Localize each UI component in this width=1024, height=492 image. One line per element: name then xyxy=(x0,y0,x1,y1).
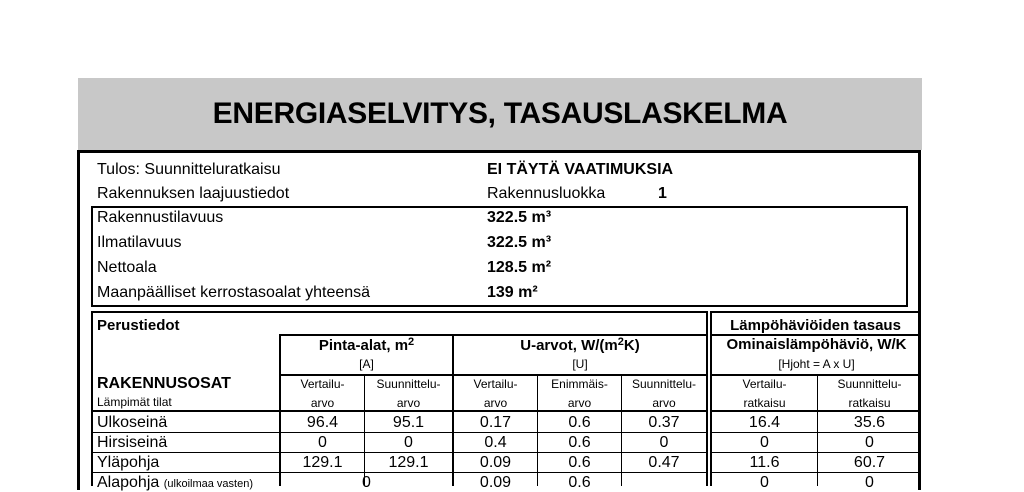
basic-info-heading: Perustiedot xyxy=(97,317,180,334)
col-header: Suunnittelu- arvo xyxy=(631,377,697,410)
net-area-label: Nettoala xyxy=(97,259,157,276)
row-label: Ulkoseinä xyxy=(97,414,168,431)
specific-loss-subheading: [Hjoht = A x U] xyxy=(778,357,855,371)
air-volume-value: 322.5 m³ xyxy=(487,234,552,251)
warm-spaces-label: Lämpimät tilat xyxy=(97,395,172,409)
building-class-label: Rakennusluokka xyxy=(487,185,606,202)
floor-area-label: Maanpäälliset kerrostasoalat yhteensä xyxy=(97,284,371,301)
u-value-subheading: [U] xyxy=(572,357,588,371)
net-area-value: 128.5 m² xyxy=(487,259,552,276)
area-heading: Pinta-alat, $m^2$ xyxy=(318,336,415,354)
row-label: Alapohja (ulkoilmaa vasten) xyxy=(97,474,253,491)
area-subheading: [A] xyxy=(359,357,374,371)
col-header: Enimmäis- arvo xyxy=(551,377,608,410)
row-label: Yläpohja xyxy=(97,454,160,471)
col-header: Vertailu- arvo xyxy=(300,377,345,410)
heat-loss-heading: Lämpöhäviöiden tasaus xyxy=(730,317,901,334)
building-parts-heading: RAKENNUSOSAT xyxy=(97,375,231,392)
result-label: Tulos: Suunnitteluratkaisu xyxy=(97,161,281,178)
col-header: Vertailu- arvo xyxy=(473,377,518,410)
col-header: Vertailu- ratkaisu xyxy=(742,377,787,410)
document-title: ENERGIASELVITYS, TASAUSLASKELMA xyxy=(212,97,788,130)
row-label: Hirsiseinä xyxy=(97,434,168,451)
volume-label: Rakennustilavuus xyxy=(97,209,224,226)
col-header: Suunnittelu- ratkaisu xyxy=(837,377,902,410)
air-volume-label: Ilmatilavuus xyxy=(97,234,182,251)
u-value-heading: U-arvot, $W/(m^2K)$ xyxy=(520,336,640,354)
volume-value: 322.5 m³ xyxy=(487,209,552,226)
building-class-value: 1 xyxy=(658,185,667,202)
floor-area-value: 139 m² xyxy=(487,284,538,301)
specific-loss-heading: Ominaislämpöhäviö, W/K xyxy=(726,336,907,353)
scope-label: Rakennuksen laajuustiedot xyxy=(97,185,290,202)
result-value: EI TÄYTÄ VAATIMUKSIA xyxy=(487,161,674,178)
col-header: Suunnittelu- arvo xyxy=(376,377,441,410)
